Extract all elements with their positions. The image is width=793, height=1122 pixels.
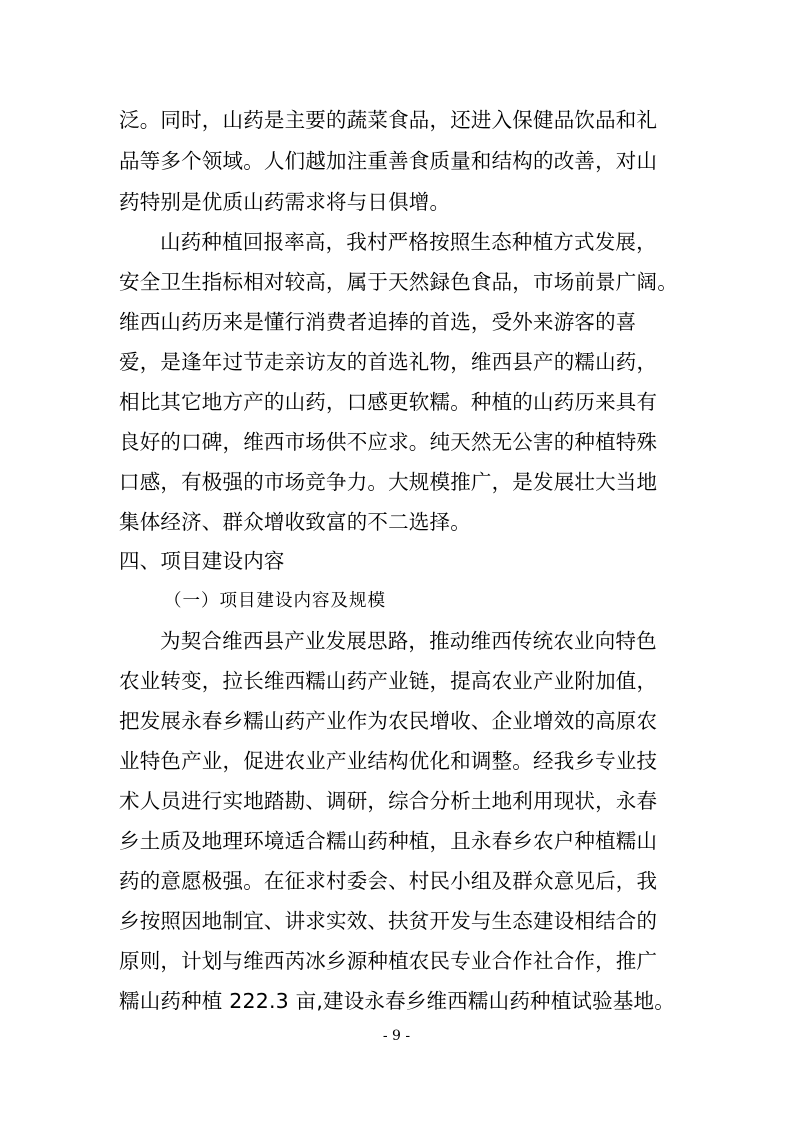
text-line: 农业转变，拉长维西糯山药产业链，提高农业产业附加值， bbox=[119, 669, 658, 693]
text-line: 维西山药历来是懂行消费者追捧的首选，受外来游客的喜 bbox=[119, 310, 637, 334]
text-line: 乡土质及地理环境适合糯山药种植，且永春乡农户种植糯山 bbox=[119, 829, 658, 853]
text-line: 良好的口碑，维西市场供不应求。纯天然无公害的种植特殊 bbox=[119, 430, 658, 454]
text-line: 相比其它地方产的山药，口感更软糯。种植的山药历来具有 bbox=[119, 390, 658, 414]
text-line: 业特色产业，促进农业产业结构优化和调整。经我乡专业技 bbox=[119, 749, 658, 773]
text-line: 原则，计划与维西芮冰乡源种植农民专业合作社合作，推广 bbox=[119, 949, 658, 973]
text-line: 安全卫生指标相对较高，属于天然録色食品，市场前景广阔。 bbox=[119, 270, 678, 294]
text-line: 药的意愿极强。在征求村委会、村民小组及群众意见后，我 bbox=[119, 869, 658, 893]
text-line: 乡按照因地制宜、讲求实效、扶贫开发与生态建设相结合的 bbox=[119, 909, 658, 933]
text-line: 爱，是逢年过节走亲访友的首选礼物，维西县产的糯山药， bbox=[119, 350, 658, 374]
text-line: 集体经济、群众增收致富的不二选择。 bbox=[119, 510, 471, 534]
text-line: 品等多个领域。人们越加注重善食质量和结构的改善，对山 bbox=[119, 149, 658, 173]
text-line: 把发展永春乡糯山药产业作为农民增收、企业增效的高原农 bbox=[119, 709, 658, 733]
subsection-heading: （一）项目建设内容及规模 bbox=[164, 591, 386, 611]
text-line: 术人员进行实地踏勘、调研，综合分析土地利用现状，永春 bbox=[119, 789, 658, 813]
text-line: 药特别是优质山药需求将与日俱增。 bbox=[119, 190, 451, 214]
text-line: 口感，有极强的市场竞争力。大规模推广，是发展壮大当地 bbox=[119, 470, 658, 494]
paragraph-first-line: 为契合维西县产业发展思路，推动维西传统农业向特色 bbox=[160, 629, 657, 653]
text-line: 泛。同时，山药是主要的蔬菜食品，还进入保健品饮品和礼 bbox=[119, 108, 658, 132]
paragraph-first-line: 山药种植回报率高，我村严格按照生态种植方式发展， bbox=[160, 230, 657, 254]
page-number: - 9 - bbox=[382, 1028, 411, 1044]
text-line: 糯山药种植 222.3 亩,建设永春乡维西糯山药种植试验基地。 bbox=[119, 989, 675, 1013]
section-heading: 四、项目建设内容 bbox=[119, 549, 285, 573]
